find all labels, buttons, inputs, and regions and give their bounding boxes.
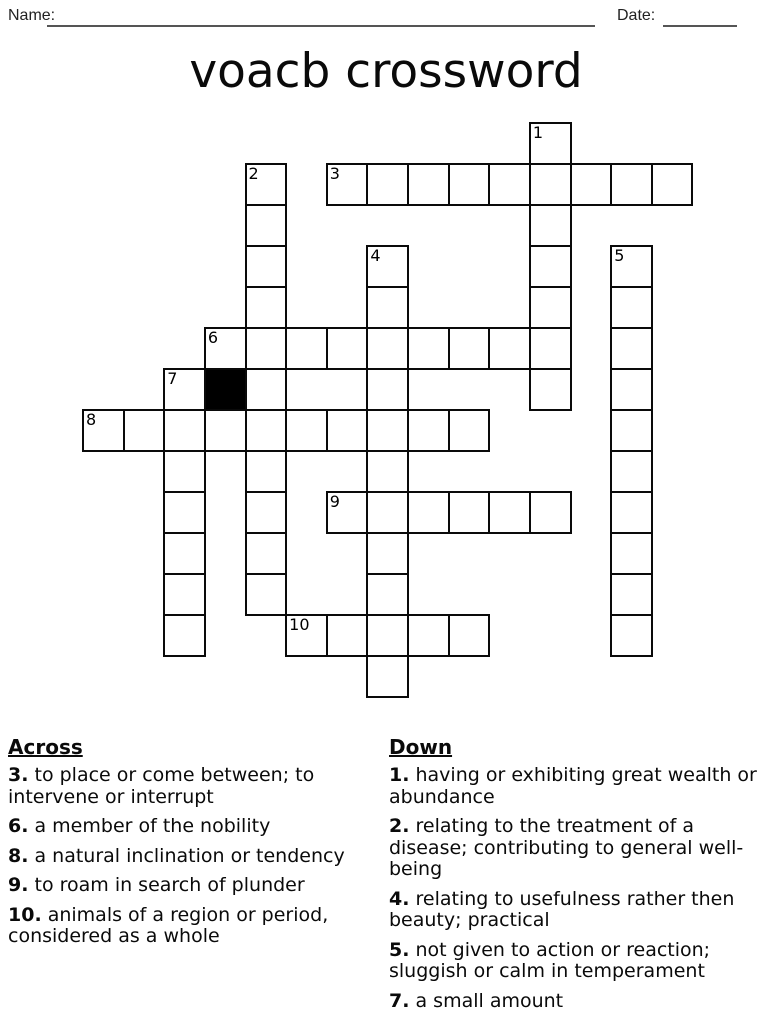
grid-cell[interactable] [366, 286, 409, 329]
clue-across-3: 3. to place or come between; to intervene or interrupt [8, 764, 315, 808]
grid-cell[interactable] [448, 614, 491, 657]
grid-cell[interactable] [610, 573, 653, 616]
grid-cell[interactable] [163, 450, 206, 493]
grid-cell[interactable] [610, 491, 653, 534]
crossword-grid [82, 122, 694, 699]
clue-number: 8. [8, 844, 29, 867]
down-clues-section [389, 736, 769, 1020]
grid-cell[interactable] [448, 163, 491, 206]
grid-cell[interactable] [488, 327, 531, 370]
clue-across-9: 9. to roam in search of plunder [8, 874, 305, 896]
puzzle-title: voacb crossword [189, 44, 583, 99]
grid-cell[interactable] [245, 204, 288, 247]
grid-cell[interactable] [204, 327, 247, 370]
cell-number: 3 [329, 164, 340, 183]
grid-cell[interactable] [245, 286, 288, 329]
grid-cell[interactable] [163, 409, 206, 452]
grid-cell[interactable] [448, 327, 491, 370]
grid-cell[interactable] [163, 532, 206, 575]
grid-cell[interactable] [610, 286, 653, 329]
across-clue-list [8, 765, 380, 948]
grid-cell[interactable] [366, 655, 409, 698]
grid-cell[interactable] [407, 163, 450, 206]
grid-cell[interactable] [366, 573, 409, 616]
grid-cell[interactable] [245, 327, 288, 370]
date-label: Date: [617, 7, 656, 24]
grid-cell[interactable] [326, 614, 369, 657]
black-cell [204, 368, 247, 411]
grid-cell[interactable] [488, 163, 531, 206]
grid-cell[interactable] [366, 163, 409, 206]
cell-number: 9 [329, 492, 340, 511]
grid-cell[interactable] [448, 491, 491, 534]
clue-number: 1. [389, 764, 410, 786]
grid-cell[interactable] [488, 491, 531, 534]
grid-cell[interactable] [285, 409, 328, 452]
grid-cell[interactable] [245, 450, 288, 493]
across-clues-section [8, 736, 380, 956]
name-label: Name: [8, 7, 56, 24]
grid-cell[interactable] [366, 614, 409, 657]
clue-down-1: 1. having or exhibiting great wealth or abundance [389, 764, 757, 808]
grid-cell[interactable] [326, 491, 369, 534]
grid-cell[interactable] [610, 327, 653, 370]
cell-number: 4 [370, 246, 381, 265]
clue-across-10: 10. animals of a region or period, considered as a whole [8, 903, 329, 947]
cell-number: 1 [532, 123, 544, 142]
grid-cell[interactable] [529, 491, 572, 534]
grid-cell[interactable] [407, 491, 450, 534]
clue-number: 7. [389, 989, 410, 1012]
cell-number: 7 [167, 369, 178, 388]
grid-cell[interactable] [326, 409, 369, 452]
clue-number: 3. [8, 764, 29, 786]
grid-cell[interactable] [123, 409, 166, 452]
date-blank-line[interactable] [663, 25, 737, 27]
grid-cell[interactable] [407, 409, 450, 452]
grid-cell[interactable] [610, 409, 653, 452]
grid-cell[interactable] [245, 532, 288, 575]
grid-cell[interactable] [285, 614, 328, 657]
clue-number: 10. [8, 903, 42, 926]
grid-cell[interactable] [245, 368, 288, 411]
grid-cell[interactable] [82, 409, 125, 452]
grid-cell[interactable] [285, 327, 328, 370]
grid-cell[interactable] [529, 327, 572, 370]
grid-cell[interactable] [245, 573, 288, 616]
cell-number: 2 [248, 164, 259, 183]
grid-cell[interactable] [651, 163, 694, 206]
grid-cell[interactable] [610, 450, 653, 493]
clue-number: 2. [389, 815, 410, 837]
grid-cell[interactable] [163, 368, 206, 411]
cell-number: 8 [86, 410, 97, 429]
grid-cell[interactable] [366, 245, 409, 288]
grid-cell[interactable] [610, 245, 653, 288]
clue-number: 6. [8, 815, 29, 837]
grid-cell[interactable] [245, 245, 288, 288]
grid-cell[interactable] [366, 409, 409, 452]
cell-number: 5 [614, 246, 625, 265]
clue-across-6: 6. a member of the nobility [8, 815, 271, 837]
down-heading: Down [389, 735, 453, 759]
grid-cell[interactable] [366, 327, 409, 370]
clue-number: 9. [8, 874, 29, 896]
clue-down-4: 4. relating to usefulness rather then beauty; practical [389, 887, 735, 931]
name-blank-line[interactable] [47, 25, 595, 27]
clue-down-5: 5. not given to action or reaction; sluggish or calm in temperament [389, 938, 711, 982]
grid-cell[interactable] [326, 327, 369, 370]
down-clue-list [389, 765, 769, 1012]
clue-across-8: 8. a natural inclination or tendency [8, 844, 345, 867]
grid-cell[interactable] [407, 614, 450, 657]
grid-cell[interactable] [529, 286, 572, 329]
grid-cell[interactable] [529, 368, 572, 411]
grid-cell[interactable] [245, 491, 288, 534]
cell-number: 10 [289, 615, 310, 634]
grid-cell[interactable] [163, 491, 206, 534]
grid-cell[interactable] [366, 491, 409, 534]
grid-cell[interactable] [610, 368, 653, 411]
grid-cell[interactable] [529, 122, 572, 165]
cell-number: 6 [207, 328, 219, 347]
grid-cell[interactable] [245, 163, 288, 206]
across-heading: Across [8, 735, 83, 759]
grid-cell[interactable] [610, 532, 653, 575]
clue-number: 4. [389, 887, 410, 910]
grid-cell[interactable] [448, 409, 491, 452]
grid-cell[interactable] [204, 409, 247, 452]
grid-cell[interactable] [529, 204, 572, 247]
grid-cell[interactable] [610, 163, 653, 206]
grid-cell[interactable] [529, 245, 572, 288]
grid-cell[interactable] [366, 368, 409, 411]
grid-cell[interactable] [610, 614, 653, 657]
clue-down-7: 7. a small amount [389, 989, 564, 1012]
grid-cell[interactable] [163, 573, 206, 616]
grid-cell[interactable] [245, 409, 288, 452]
grid-cell[interactable] [326, 163, 369, 206]
grid-cell[interactable] [366, 450, 409, 493]
grid-cell[interactable] [570, 163, 613, 206]
grid-cell[interactable] [529, 163, 572, 206]
clue-down-2: 2. relating to the treatment of a disease; contributing to general well-being [389, 815, 744, 880]
grid-cell[interactable] [366, 532, 409, 575]
grid-cell[interactable] [407, 327, 450, 370]
clue-number: 5. [389, 938, 410, 961]
grid-cell[interactable] [163, 614, 206, 657]
